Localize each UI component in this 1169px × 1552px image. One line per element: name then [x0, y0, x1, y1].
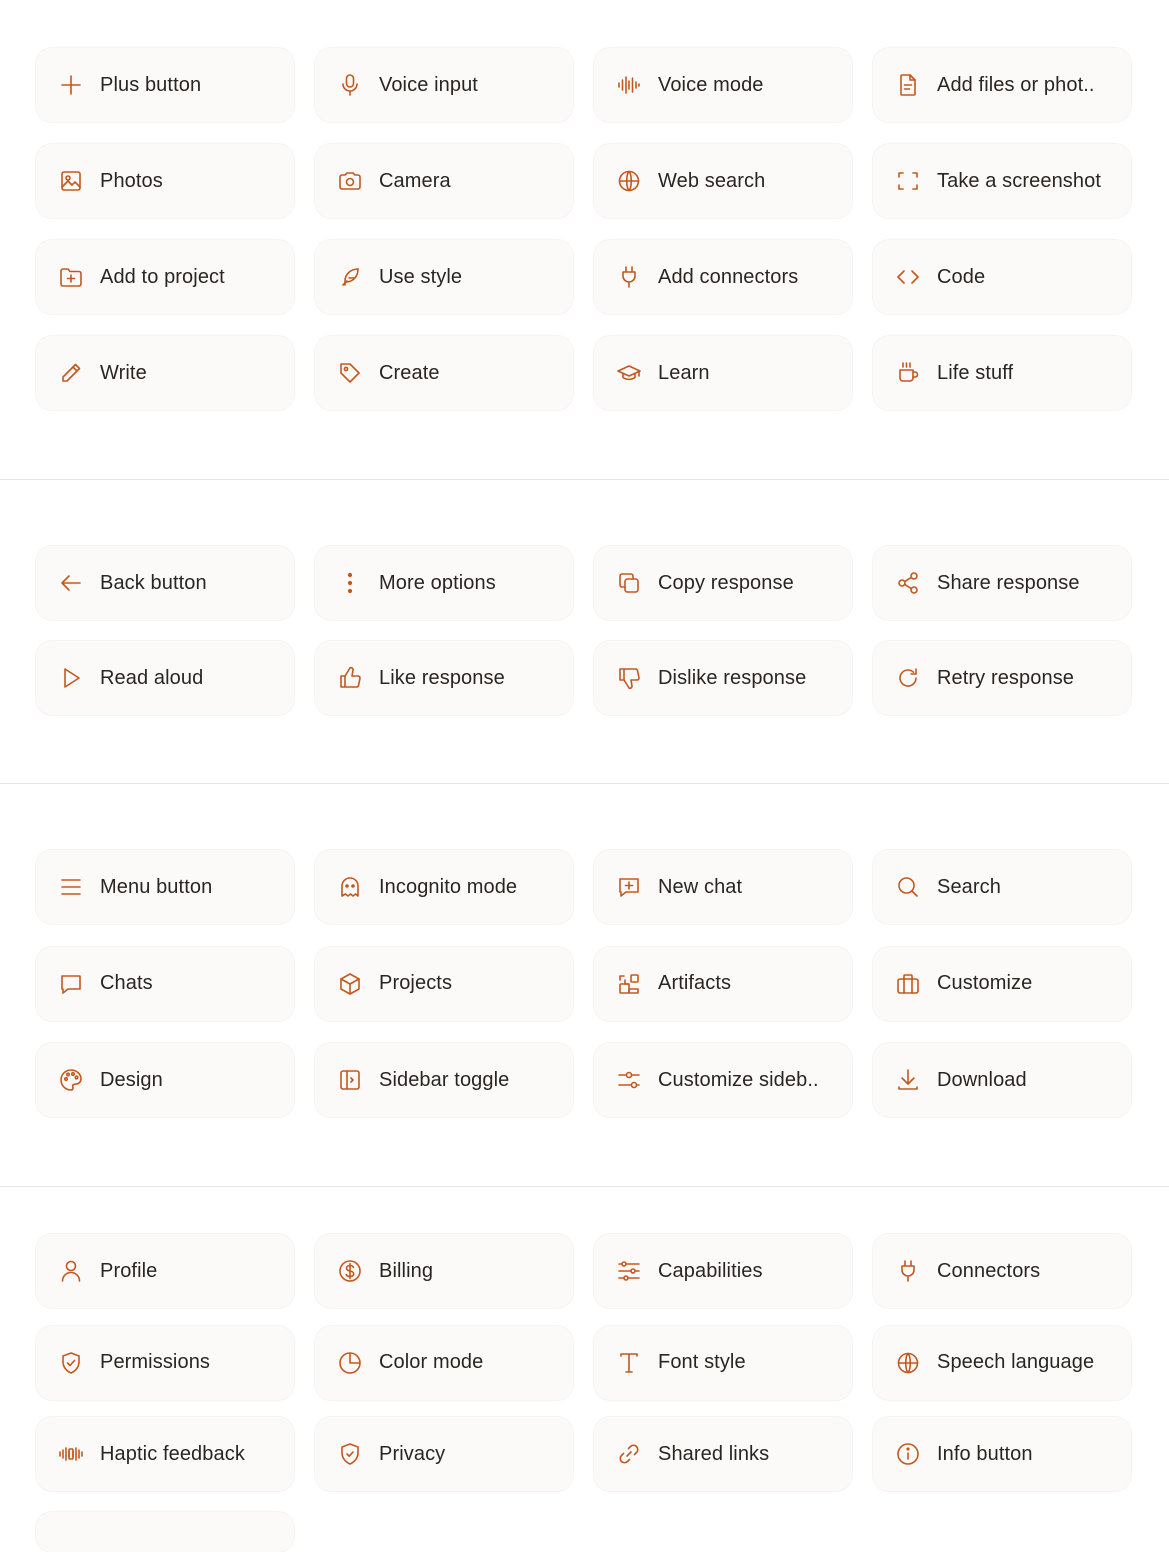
vibrate-icon [58, 1441, 84, 1467]
menu-button-tile[interactable] [36, 850, 294, 924]
tile-label: Add connectors [658, 265, 799, 288]
half-moon-icon [337, 1350, 363, 1376]
arrow-left-icon [58, 570, 84, 596]
tile-label: New chat [658, 875, 743, 898]
design-tile[interactable] [36, 1043, 294, 1117]
microphone-icon [337, 72, 363, 98]
plug-icon [616, 264, 642, 290]
tile-label: Plus button [100, 73, 202, 96]
back-button-tile[interactable] [36, 546, 294, 620]
connectors-tile[interactable] [873, 1234, 1131, 1308]
pencil-icon [58, 360, 84, 386]
tile-label: Dislike response [658, 666, 807, 689]
cube-icon [337, 971, 363, 997]
retry-icon [895, 665, 921, 691]
permissions-tile[interactable] [36, 1326, 294, 1400]
section-divider [0, 1186, 1169, 1187]
read-aloud-tile[interactable] [36, 641, 294, 715]
tile-label: Camera [379, 169, 451, 192]
copy-response-tile[interactable] [594, 546, 852, 620]
menu-icon [58, 874, 84, 900]
dollar-circle-icon [337, 1258, 363, 1284]
tile-label: Read aloud [100, 666, 204, 689]
learn-tile[interactable] [594, 336, 852, 410]
sidebar-icon [337, 1067, 363, 1093]
tile-label: Web search [658, 169, 766, 192]
briefcase-icon [895, 971, 921, 997]
tile-label: Incognito mode [379, 875, 518, 898]
privacy-tile[interactable] [315, 1417, 573, 1491]
link-icon [616, 1441, 642, 1467]
tile-label: Share response [937, 571, 1080, 594]
tile-label: Add to project [100, 265, 225, 288]
new-chat-tile[interactable] [594, 850, 852, 924]
write-tile[interactable] [36, 336, 294, 410]
cup-icon [895, 360, 921, 386]
tile-label: Back button [100, 571, 207, 594]
tile-label: Code [937, 265, 986, 288]
shield-icon [337, 1441, 363, 1467]
code-icon [895, 264, 921, 290]
capabilities-tile[interactable] [594, 1234, 852, 1308]
tile-label: Privacy [379, 1442, 446, 1465]
tile-label: Design [100, 1068, 163, 1091]
tile-label: Projects [379, 972, 453, 994]
tile-label: Info button [937, 1442, 1033, 1465]
globe-icon [616, 168, 642, 194]
thumbs-down-icon [616, 665, 642, 691]
shield-check-icon [58, 1350, 84, 1376]
tile-label: Color mode [379, 1351, 484, 1373]
haptic-feedback-tile[interactable] [36, 1417, 294, 1491]
dots-vertical-icon [337, 570, 363, 596]
tile-label: Use style [379, 265, 463, 288]
tile-label: Permissions [100, 1351, 211, 1373]
tile-label: Search [937, 875, 1001, 898]
tile-label: Create [379, 361, 440, 384]
tile-label: Customize sideb.. [658, 1068, 819, 1091]
plus-button-tile[interactable] [36, 48, 294, 122]
voice-input-tile[interactable] [315, 48, 573, 122]
chat-bubble-icon [58, 971, 84, 997]
folder-plus-icon [58, 264, 84, 290]
use-style-tile[interactable] [315, 240, 573, 314]
profile-tile[interactable] [36, 1234, 294, 1308]
photos-tile[interactable] [36, 144, 294, 218]
take-a-screenshot-tile[interactable] [873, 144, 1131, 218]
tile-label: Like response [379, 666, 505, 689]
tile-label: Billing [379, 1259, 434, 1282]
tile-label: Haptic feedback [100, 1442, 245, 1465]
tile-label: Speech language [937, 1351, 1095, 1373]
code-tile[interactable] [873, 240, 1131, 314]
camera-tile[interactable] [315, 144, 573, 218]
incognito-mode-tile[interactable] [315, 850, 573, 924]
shared-links-tile[interactable] [594, 1417, 852, 1491]
customize-tile[interactable] [873, 947, 1131, 1021]
font-style-tile[interactable] [594, 1326, 852, 1400]
tile-label: Life stuff [937, 361, 1014, 384]
play-icon [58, 665, 84, 691]
tile-label: Capabilities [658, 1259, 763, 1282]
customize-sideb-tile[interactable] [594, 1043, 852, 1117]
search-tile[interactable] [873, 850, 1131, 924]
dislike-response-tile[interactable] [594, 641, 852, 715]
tile-label: Download [937, 1068, 1027, 1091]
tile-label: Learn [658, 361, 710, 384]
graduation-cap-icon [616, 360, 642, 386]
section-divider [0, 783, 1169, 784]
chat-plus-icon [616, 874, 642, 900]
screenshot-icon [895, 168, 921, 194]
waveform-icon [616, 72, 642, 98]
add-to-project-tile[interactable] [36, 240, 294, 314]
projects-tile[interactable] [315, 947, 573, 1021]
create-tile[interactable] [315, 336, 573, 410]
tile-label: Copy response [658, 571, 794, 594]
chats-tile[interactable] [36, 947, 294, 1021]
tile-label: Profile [100, 1259, 158, 1282]
feather-icon [337, 264, 363, 290]
life-stuff-tile[interactable] [873, 336, 1131, 410]
artifacts-tile[interactable] [594, 947, 852, 1021]
sliders-icon [616, 1067, 642, 1093]
shapes-icon [616, 971, 642, 997]
sliders-horizontal-icon [616, 1258, 642, 1284]
tile-label: Photos [100, 169, 163, 192]
tile-label: Shared links [658, 1442, 770, 1465]
thumbs-up-icon [337, 665, 363, 691]
image-icon [58, 168, 84, 194]
partial-tile [36, 1512, 294, 1552]
user-icon [58, 1258, 84, 1284]
tile-label: Voice mode [658, 73, 764, 96]
info-icon [895, 1441, 921, 1467]
camera-icon [337, 168, 363, 194]
like-response-tile[interactable] [315, 641, 573, 715]
tile-label: Font style [658, 1351, 746, 1373]
add-connectors-tile[interactable] [594, 240, 852, 314]
tile-label: Retry response [937, 666, 1075, 689]
more-options-tile[interactable] [315, 546, 573, 620]
copy-icon [616, 570, 642, 596]
search-icon [895, 874, 921, 900]
tile-label: Customize [937, 972, 1033, 994]
voice-mode-tile[interactable] [594, 48, 852, 122]
plus-icon [58, 72, 84, 98]
tile-label: Sidebar toggle [379, 1068, 510, 1091]
tile-label: More options [379, 571, 496, 594]
palette-icon [58, 1067, 84, 1093]
tile-label: Menu button [100, 875, 213, 898]
billing-tile[interactable] [315, 1234, 573, 1308]
download-tile[interactable] [873, 1043, 1131, 1117]
section-navigation [36, 850, 1131, 1117]
retry-response-tile[interactable] [873, 641, 1131, 715]
tile-label: Add files or phot.. [937, 73, 1095, 96]
tile-label: Take a screenshot [937, 169, 1102, 192]
section-settings [36, 1234, 1131, 1491]
tile-label: Connectors [937, 1259, 1041, 1282]
add-files-or-phot-tile[interactable] [873, 48, 1131, 122]
tag-icon [337, 360, 363, 386]
section-divider [0, 479, 1169, 480]
share-icon [895, 570, 921, 596]
ghost-icon [337, 874, 363, 900]
tile-label: Write [100, 361, 147, 384]
color-mode-tile[interactable] [315, 1326, 573, 1400]
tile-label: Voice input [379, 73, 478, 96]
tile-label: Chats [100, 972, 153, 994]
globe-icon [895, 1350, 921, 1376]
download-icon [895, 1067, 921, 1093]
web-search-tile[interactable] [594, 144, 852, 218]
type-icon [616, 1350, 642, 1376]
info-button-tile[interactable] [873, 1417, 1131, 1491]
share-response-tile[interactable] [873, 546, 1131, 620]
section-response [36, 546, 1131, 715]
sidebar-toggle-tile[interactable] [315, 1043, 573, 1117]
plug-icon [895, 1258, 921, 1284]
tile-label: Artifacts [658, 972, 732, 994]
file-icon [895, 72, 921, 98]
speech-language-tile[interactable] [873, 1326, 1131, 1400]
section-composer [36, 48, 1131, 410]
